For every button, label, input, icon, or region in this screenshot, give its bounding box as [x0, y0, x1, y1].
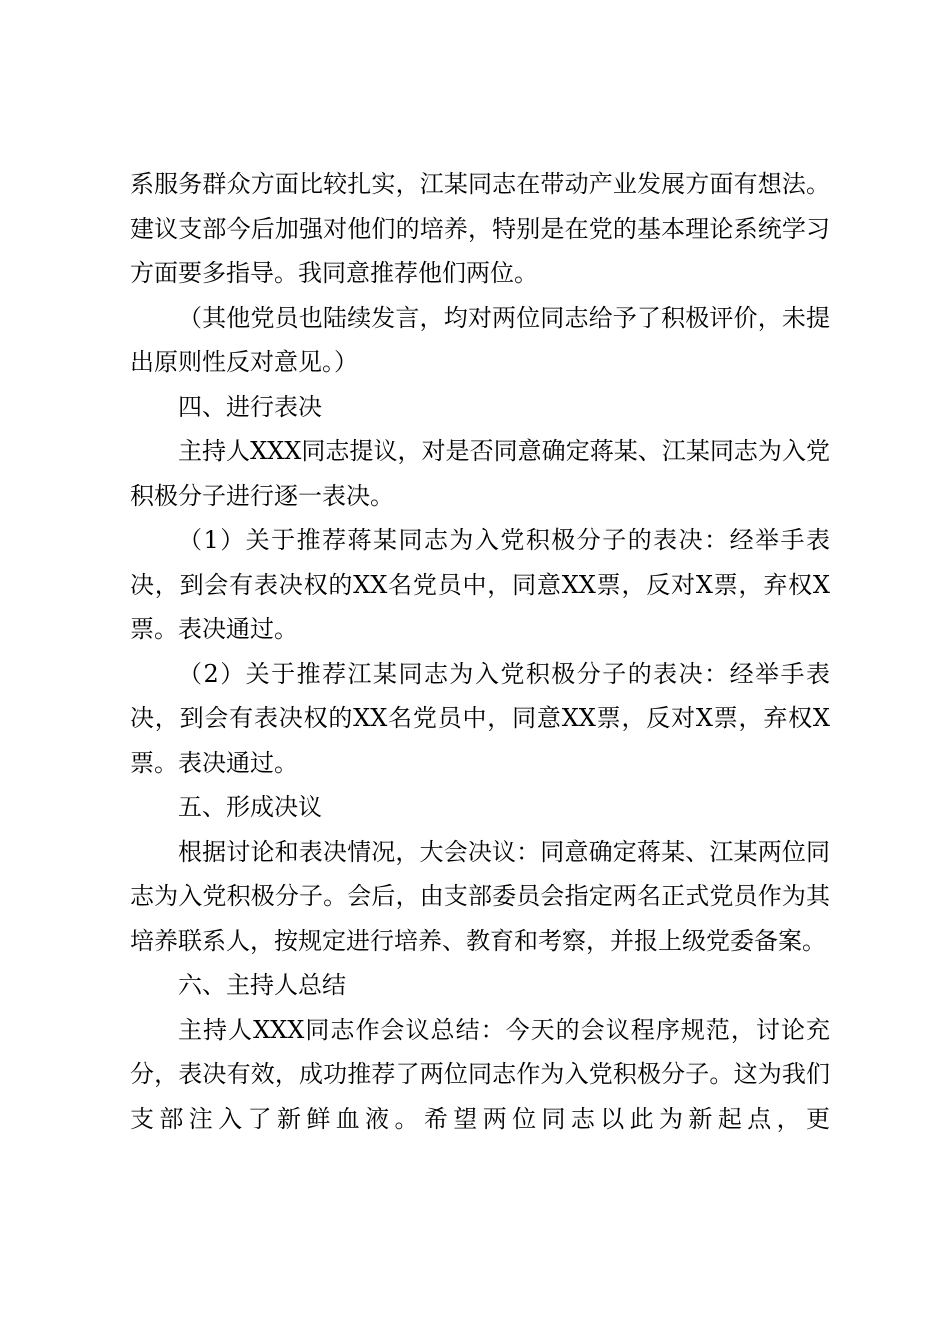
paragraph-vote-result-1: （1）关于推荐蒋某同志为入党积极分子的表决：经举手表决，到会有表决权的XX名党员中，同意XX票，反对X票，弃权X票。表决通过。: [130, 526, 830, 643]
paragraph-vote-result-2: （2）关于推荐江某同志为入党积极分子的表决：经举手表决，到会有表决权的XX名党员中，同意XX票，反对X票，弃权X票。表决通过。: [130, 659, 830, 777]
paragraph-other-members-remarks: （其他党员也陆续发言，均对两位同志给予了积极评价，未提出原则性反对意见。）: [130, 303, 830, 376]
paragraph-resolution: 根据讨论和表决情况，大会决议：同意确定蒋某、江某两位同志为入党积极分子。会后，由支部委员会指定两名正式党员作为其培养联系人，按规定进行培养、教育和考察，并报上级党委备案。: [130, 837, 830, 955]
section-heading-summary: 六、主持人总结: [178, 971, 346, 999]
section-heading-resolution: 五、形成决议: [178, 793, 322, 821]
paragraph-host-summary: 主持人XXX同志作会议总结：今天的会议程序规范，讨论充分，表决有效，成功推荐了两位同志作为入党积极分子。这为我们支部注入了新鲜血液。希望两位同志以此为新起点，更: [130, 1015, 830, 1133]
document-body: [130, 162, 830, 1141]
paragraph-vote-proposal: 主持人XXX同志提议，对是否同意确定蒋某、江某同志为入党积极分子进行逐一表决。: [130, 437, 830, 510]
paragraph-continuation: 系服务群众方面比较扎实，江某同志在带动产业发展方面有想法。建议支部今后加强对他们的培养，特别是在党的基本理论系统学习方面要多指导。我同意推荐他们两位。: [130, 170, 830, 287]
section-heading-vote: 四、进行表决: [178, 392, 322, 421]
